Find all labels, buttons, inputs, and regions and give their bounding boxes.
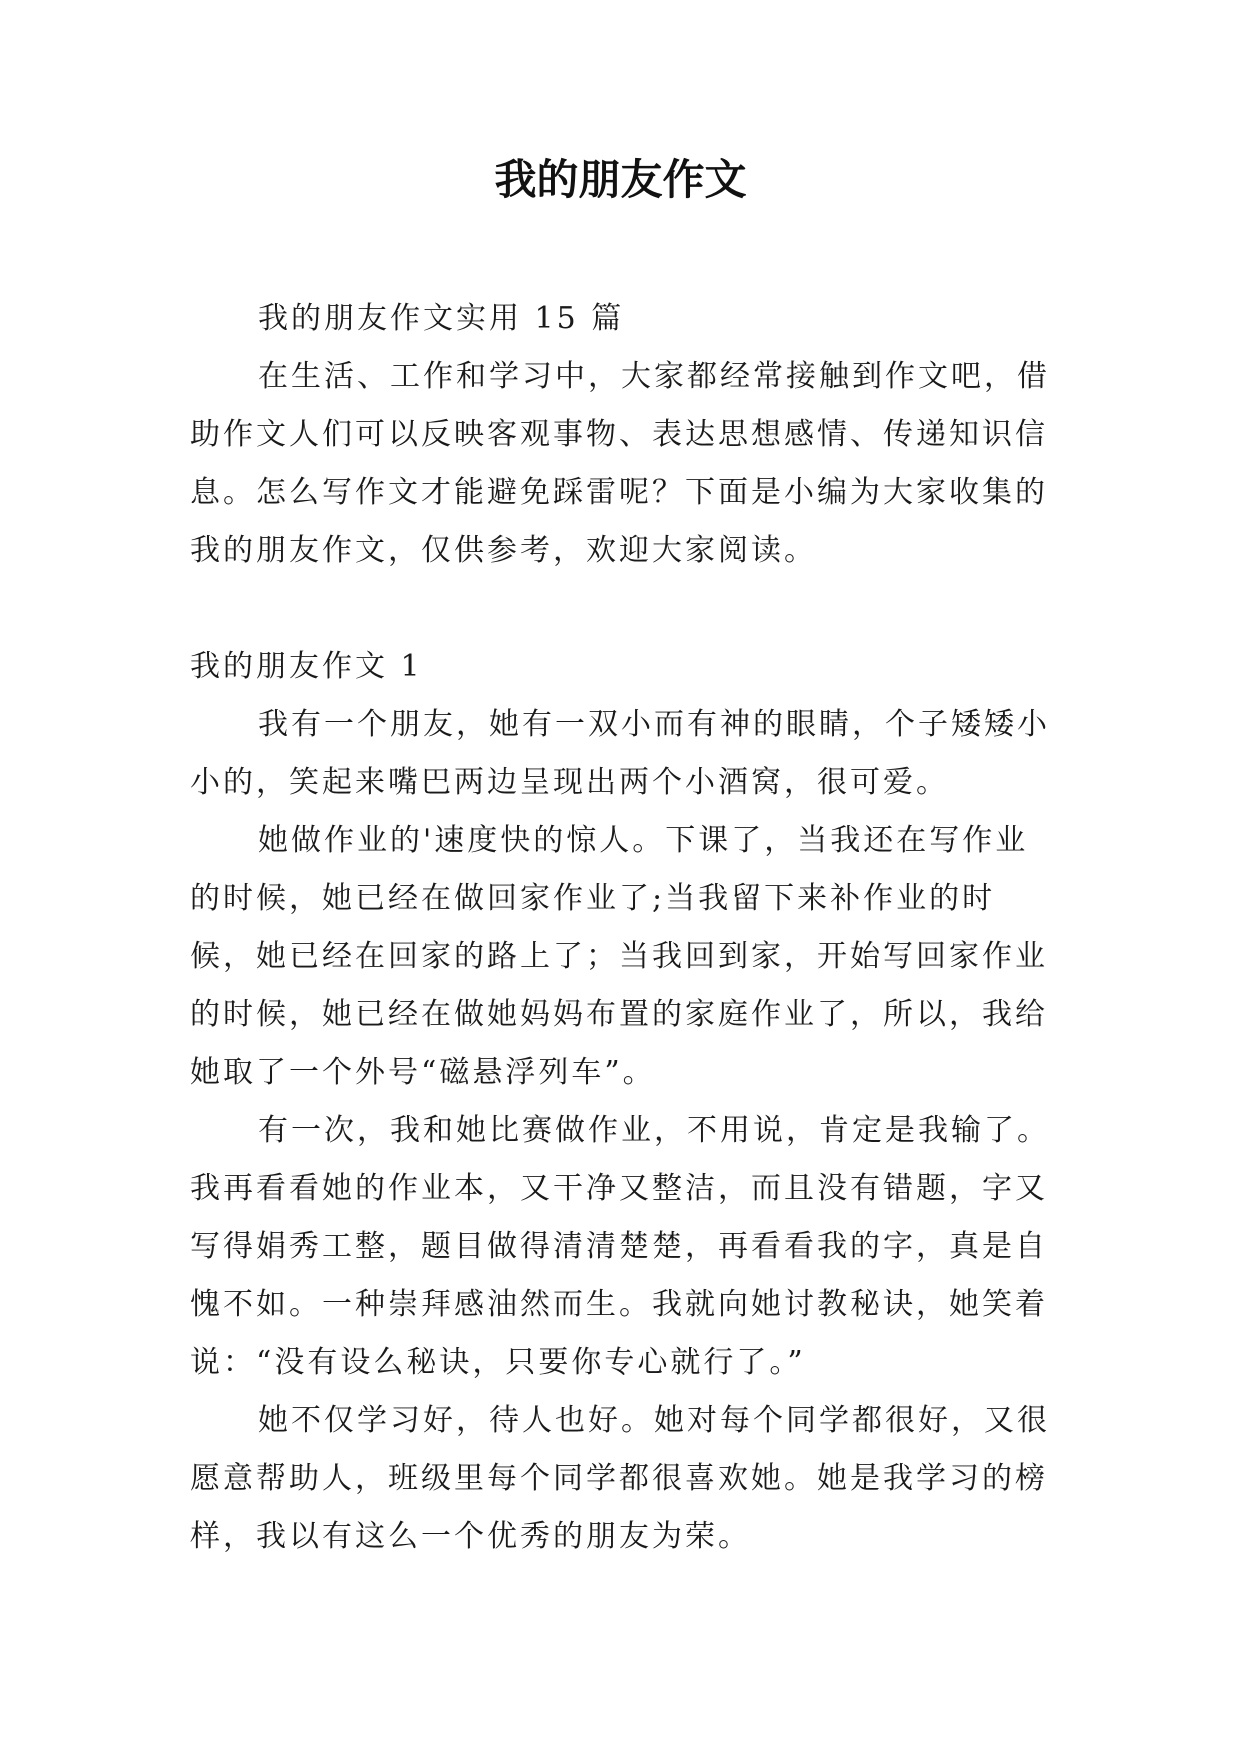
body-paragraph-1: 我有一个朋友，她有一双小而有神的眼睛，个子矮矮小小的，笑起来嘴巴两边呈现出两个小酒窝，很可爱。 [190, 707, 1050, 800]
intro-paragraph: 在生活、工作和学习中，大家都经常接触到作文吧，借助作文人们可以反映客观事物、表达思想感情、传递知识信息。怎么写作文才能避免踩雷呢？下面是小编为大家收集的我的朋友作文，仅供参考，欢迎大家阅读。 [190, 359, 1050, 568]
body-paragraph-3: 有一次，我和她比赛做作业，不用说，肯定是我输了。我再看看她的作业本，又干净又整洁，而且没有错题，字又写得娟秀工整，题目做得清清楚楚，再看看我的字，真是自愧不如。一种崇拜感油然而生。我就向她讨教秘诀，她笑着说：“没有设么秘诀，只要你专心就行了。” [190, 1113, 1050, 1380]
body-paragraph-2: 她做作业的'速度快的惊人。下课了，当我还在写作业的时候，她已经在做回家作业了;当我留下来补作业的时候，她已经在回家的路上了；当我回到家，开始写回家作业的时候，她已经在做她妈妈布置的家庭作业了，所以，我给她取了一个外号“磁悬浮列车”。 [190, 823, 1048, 1090]
document-title: 我的朋友作文 [494, 155, 747, 204]
body-paragraph-4: 她不仅学习好，待人也好。她对每个同学都很好，又很愿意帮助人，班级里每个同学都很喜欢她。她是我学习的榜样，我以有这么一个优秀的朋友为荣。 [190, 1403, 1050, 1554]
document-subtitle: 我的朋友作文实用 15 篇 [258, 301, 625, 336]
document-body [190, 290, 1055, 1566]
section-heading: 我的朋友作文 1 [190, 649, 423, 684]
